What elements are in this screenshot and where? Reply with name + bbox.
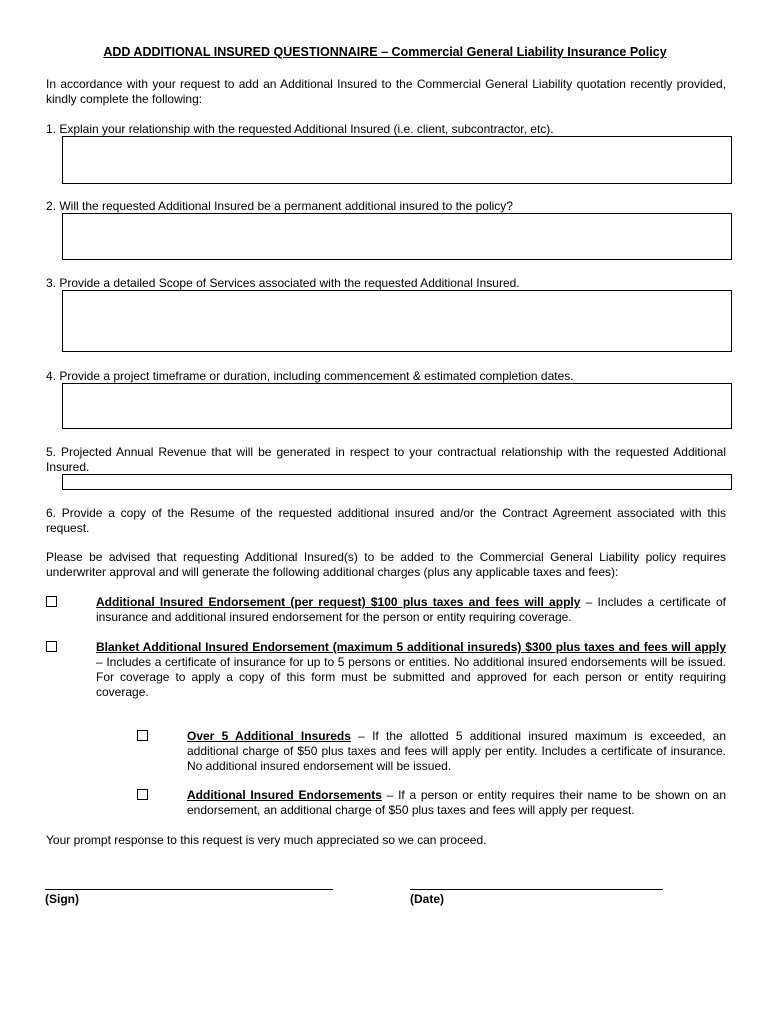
page-title: ADD ADDITIONAL INSURED QUESTIONNAIRE – Commercial General Liability Insurance Policy [103, 45, 667, 59]
option-named-endorsements [187, 788, 726, 818]
answer-box-1[interactable] [62, 136, 732, 184]
checkbox-named-endorsements[interactable] [137, 789, 148, 800]
option-body: – Includes a certificate of insurance and additional insured endorsement for the person or entity requiring coverage. [96, 595, 726, 624]
answer-box-3[interactable] [62, 290, 732, 352]
question-4: 4. Provide a project timeframe or duration, including commencement & estimated completion dates. [46, 369, 574, 383]
option-per-request-endorsement [96, 595, 726, 625]
intro-paragraph: In accordance with your request to add an Additional Insured to the Commercial General Liability quotation recently provided, kindly complete the following: [46, 77, 726, 106]
option-body: – Includes a certificate of insurance for up to 5 persons or entities. No additional insured endorsements will be issued. For coverage to apply a copy of this form must be submitted and approved for each person or entity requiring coverage. [96, 655, 726, 699]
option-heading: Additional Insured Endorsements [187, 788, 382, 802]
sign-label: (Sign) [45, 892, 79, 906]
question-6: 6. Provide a copy of the Resume of the requested additional insured and/or the Contract Agreement associated with this request. [46, 506, 726, 535]
answer-box-4[interactable] [62, 383, 732, 429]
question-3: 3. Provide a detailed Scope of Services associated with the requested Additional Insured. [46, 276, 520, 290]
option-over-5-insureds [187, 729, 726, 774]
checkbox-per-request-endorsement[interactable] [46, 596, 57, 607]
answer-box-2[interactable] [62, 213, 732, 260]
option-body: – If the allotted 5 additional insured maximum is exceeded, an additional charge of $50 plus taxes and fees will apply per entity. Includes a certificate of insurance. No additional insured endorsement will be issued. [187, 729, 726, 773]
advisory-paragraph: Please be advised that requesting Additional Insured(s) to be added to the Commercial General Liability policy requires underwriter approval and will generate the following additional charges (plus any applicable taxes and fees): [46, 550, 726, 579]
answer-box-5[interactable] [62, 474, 732, 490]
closing-paragraph: Your prompt response to this request is very much appreciated so we can proceed. [46, 833, 487, 847]
question-1: 1. Explain your relationship with the requested Additional Insured (i.e. client, subcontractor, etc). [46, 122, 554, 136]
question-5: 5. Projected Annual Revenue that will be generated in respect to your contractual relationship with the requested Additional Insured. [46, 445, 726, 474]
question-2: 2. Will the requested Additional Insured be a permanent additional insured to the policy? [46, 199, 513, 213]
option-heading: Additional Insured Endorsement (per request) $100 plus taxes and fees will apply [96, 595, 581, 609]
option-heading: Blanket Additional Insured Endorsement (maximum 5 additional insureds) $300 plus taxes and fees will apply [96, 640, 726, 654]
sign-line[interactable] [45, 889, 333, 890]
date-label: (Date) [410, 892, 445, 906]
option-heading: Over 5 Additional Insureds [187, 729, 351, 743]
date-line[interactable] [410, 889, 663, 890]
checkbox-over-5-insureds[interactable] [137, 730, 148, 741]
option-body: – If a person or entity requires their name to be shown on an endorsement, an additional charge of $50 plus taxes and fees will apply per request. [187, 788, 726, 817]
checkbox-blanket-endorsement[interactable] [46, 641, 57, 652]
option-blanket-endorsement [96, 640, 726, 700]
